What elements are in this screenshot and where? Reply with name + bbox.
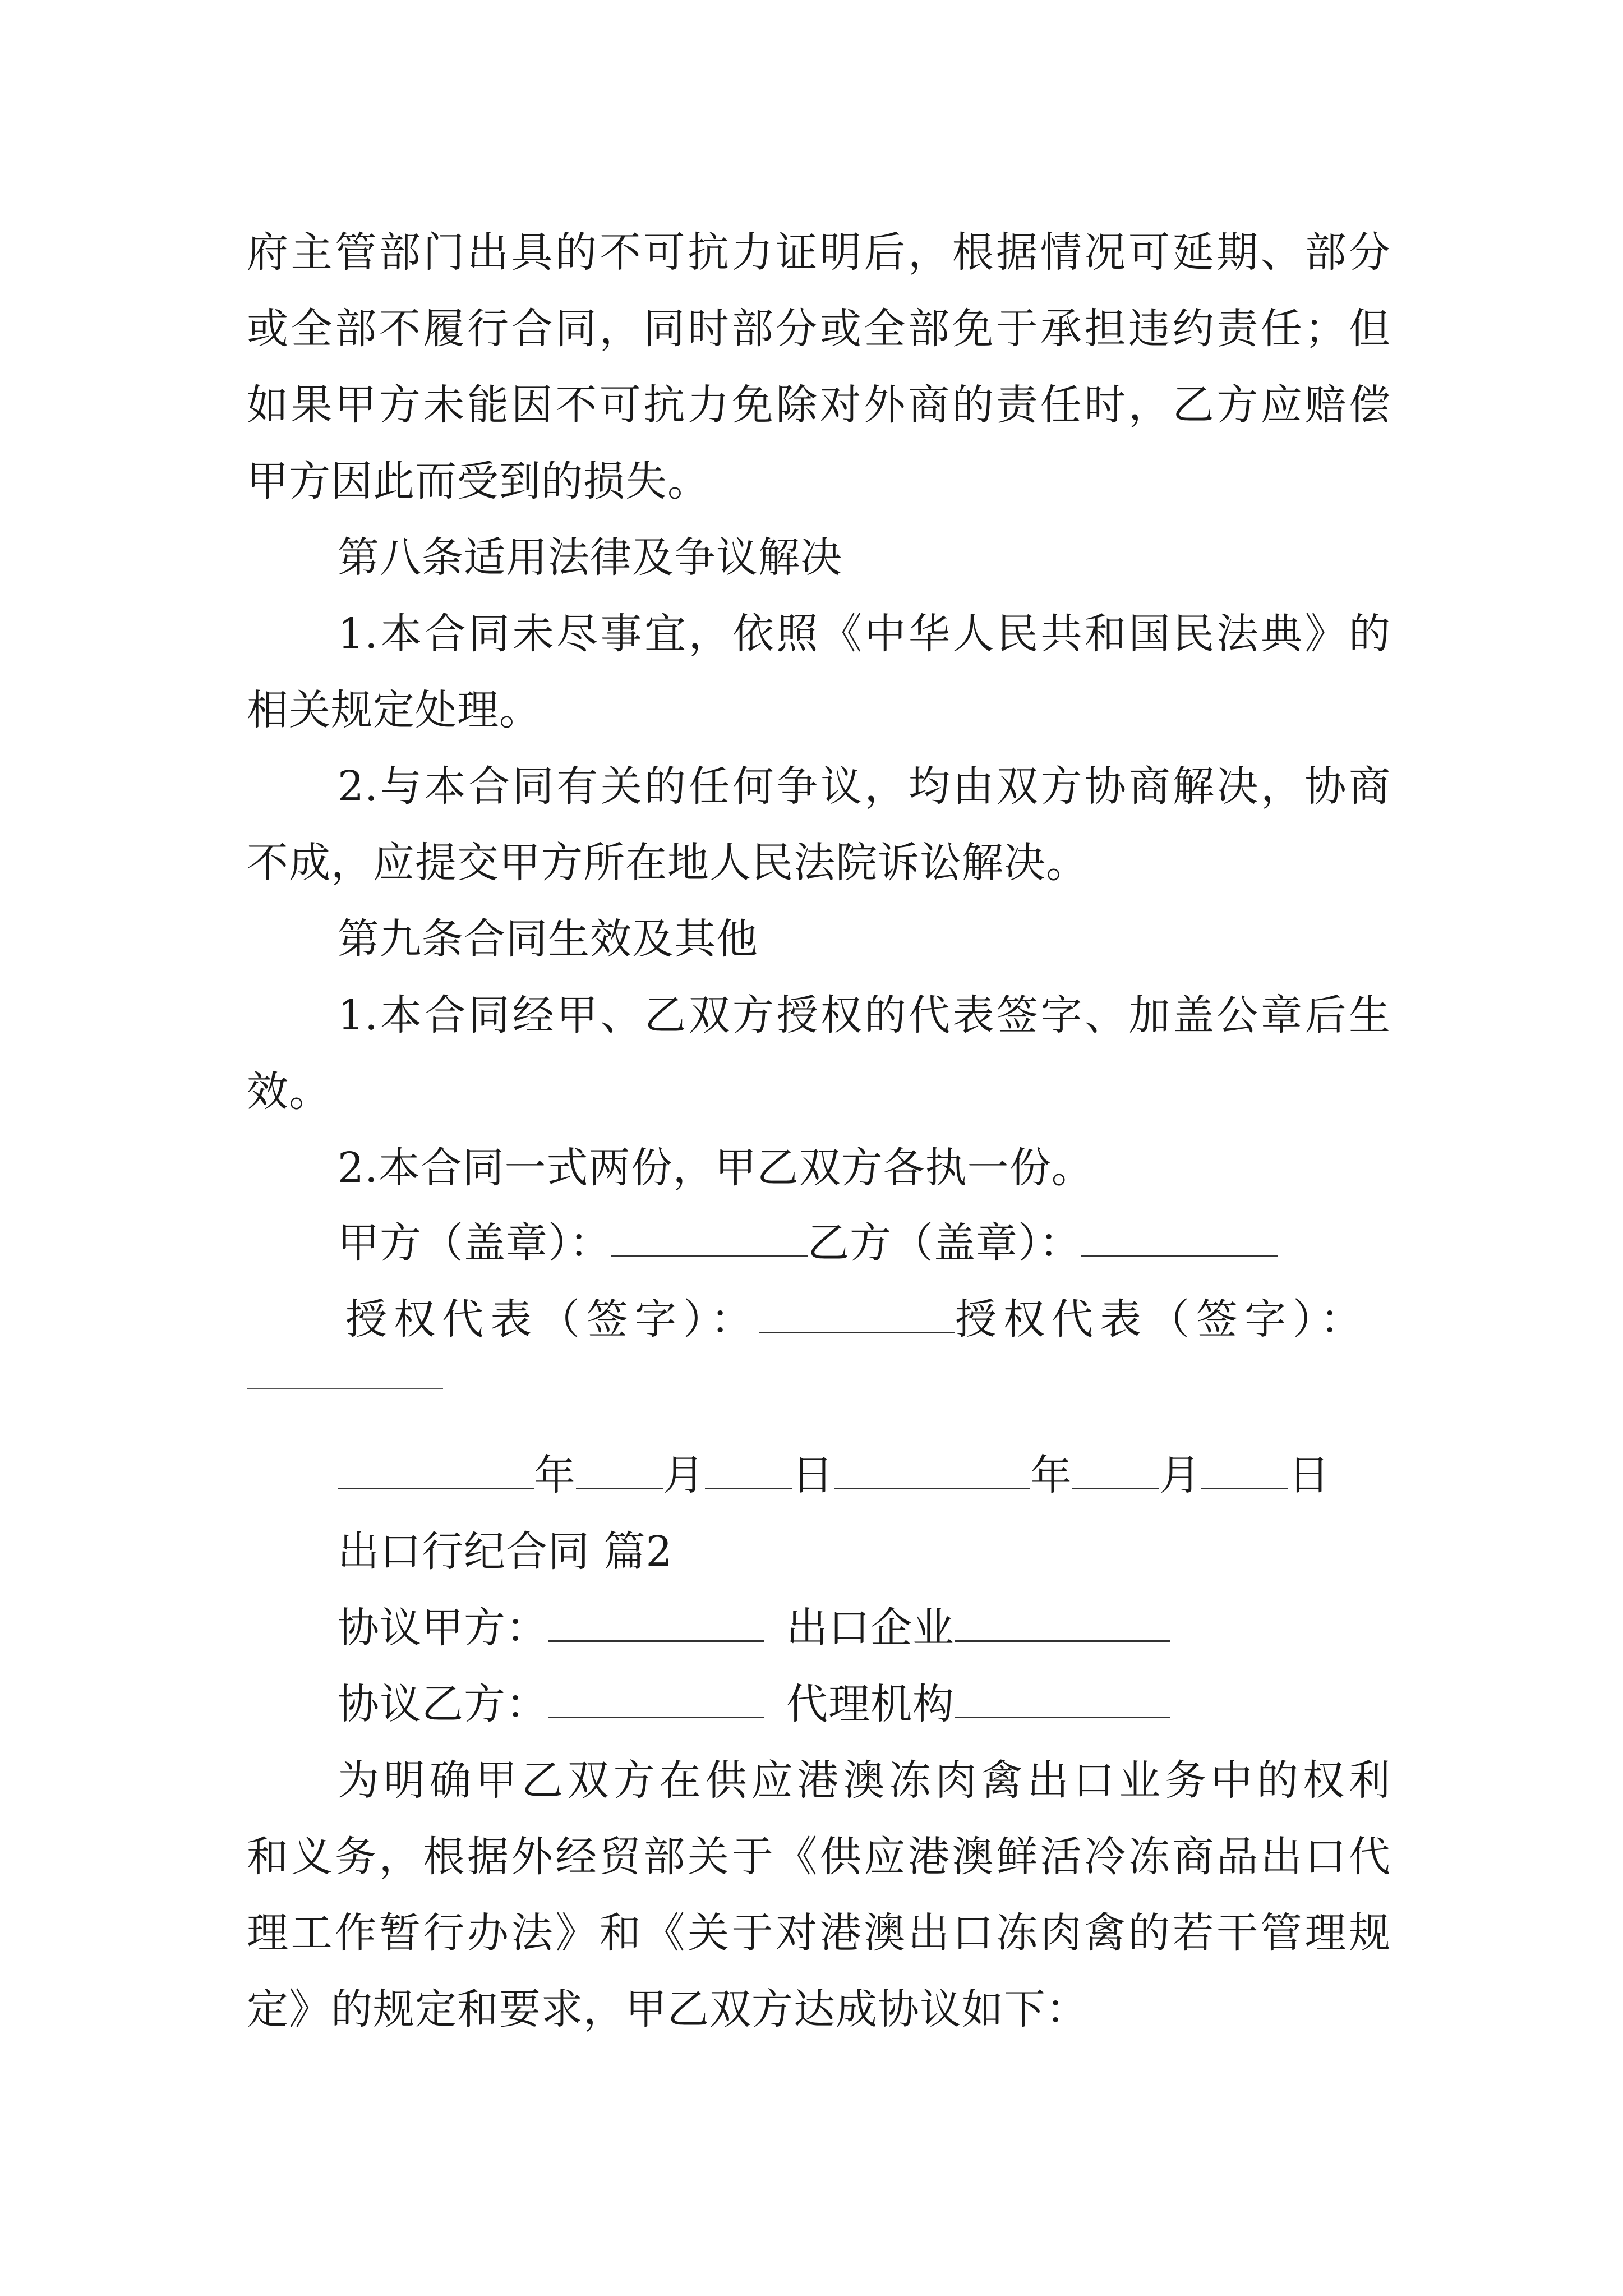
party-b-type-blank[interactable]	[955, 1680, 1170, 1718]
party-a-type-blank[interactable]	[955, 1603, 1170, 1642]
party-a-name-blank[interactable]	[548, 1603, 764, 1642]
party-b-line	[338, 1671, 1170, 1738]
month-a-blank[interactable]	[576, 1451, 663, 1489]
day-a-blank[interactable]	[705, 1451, 792, 1489]
year-a-label: 年	[534, 1451, 576, 1499]
day-a-label: 日	[792, 1451, 834, 1499]
month-b-blank[interactable]	[1072, 1451, 1159, 1489]
representative-line	[345, 1286, 1368, 1353]
paragraph-line: 2.与本合同有关的任何争议，均由双方协商解决，协商	[338, 762, 1391, 811]
paragraph-line: 效。	[247, 1068, 331, 1116]
paragraph-line: 和义务，根据外经贸部关于《供应港澳鲜活冷冻商品出口代	[247, 1833, 1391, 1881]
paragraph-line: 相关规定处理。	[247, 686, 541, 734]
paragraph-line: 理工作暂行办法》和《关于对港澳出口冻肉禽的若干管理规	[247, 1909, 1391, 1957]
paragraph-line: 不成，应提交甲方所在地人民法院诉讼解决。	[247, 839, 1088, 887]
paragraph-line: 1.本合同经甲、乙双方授权的代表签字、加盖公章后生	[338, 991, 1391, 1039]
party-b-seal-label: 乙方（盖章）：	[808, 1219, 1081, 1267]
party-b-type: 代理机构	[786, 1680, 955, 1728]
rep-b-label: 授权代表（签字）：	[955, 1295, 1368, 1343]
party-a-seal-blank[interactable]	[611, 1218, 808, 1257]
section-title: 出口行纪合同 篇2	[338, 1527, 673, 1576]
date-line	[338, 1442, 1330, 1509]
year-b-blank[interactable]	[834, 1451, 1030, 1489]
paragraph-line: 1.本合同未尽事宜，依照《中华人民共和国民法典》的	[338, 610, 1391, 658]
article-heading-8: 第八条适用法律及争议解决	[338, 533, 842, 582]
party-a-type: 出口企业	[786, 1604, 955, 1652]
article-heading-9: 第九条合同生效及其他	[338, 915, 758, 963]
paragraph-line: 或全部不履行合同，同时部分或全部免于承担违约责任；但	[247, 305, 1391, 353]
party-a-seal-label: 甲方（盖章）：	[338, 1219, 611, 1267]
party-a-label: 协议甲方：	[338, 1604, 548, 1652]
rep-a-blank[interactable]	[759, 1295, 955, 1333]
party-b-name-blank[interactable]	[548, 1680, 764, 1718]
paragraph-line: 甲方因此而受到的损失。	[247, 457, 709, 505]
day-b-blank[interactable]	[1201, 1451, 1288, 1489]
month-b-label: 月	[1159, 1451, 1201, 1499]
seal-line	[338, 1209, 1278, 1277]
year-a-blank[interactable]	[338, 1451, 534, 1489]
paragraph-line: 为明确甲乙双方在供应港澳冻肉禽出口业务中的权利	[338, 1756, 1391, 1805]
paragraph-line: 定》的规定和要求，甲乙双方达成协议如下：	[247, 1985, 1088, 2033]
day-b-label: 日	[1288, 1451, 1330, 1499]
paragraph-line: 府主管部门出具的不可抗力证明后，根据情况可延期、部分	[247, 228, 1391, 277]
month-a-label: 月	[663, 1451, 705, 1499]
party-a-line	[338, 1594, 1170, 1662]
party-b-label: 协议乙方：	[338, 1680, 548, 1728]
paragraph-line: 2.本合同一式两份，甲乙双方各执一份。	[338, 1144, 1094, 1192]
paragraph-line: 如果甲方未能因不可抗力免除对外商的责任时，乙方应赔偿	[247, 381, 1391, 429]
rep-b-blank[interactable]	[247, 1388, 443, 1389]
party-b-seal-blank[interactable]	[1081, 1218, 1278, 1257]
year-b-label: 年	[1030, 1451, 1072, 1499]
rep-a-label: 授权代表（签字）：	[345, 1295, 759, 1343]
